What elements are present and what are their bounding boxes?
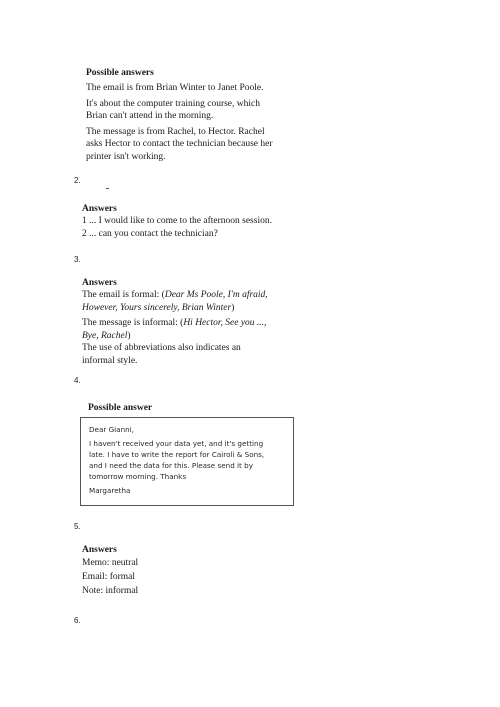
email-body-line: I haven't received your data yet, and it's getting <box>89 439 264 448</box>
section-5-answer-line: Note: informal <box>82 586 139 596</box>
email-body-line: and I need the data for this. Please send it by <box>89 461 253 470</box>
abbreviation-note: informal style. <box>82 355 138 366</box>
formal-examples: Dear Ms Poole, I'm afraid, <box>164 290 268 300</box>
email-signature: Margaretha <box>89 486 131 495</box>
email-body-line: tomorrow morning. Thanks <box>89 472 187 481</box>
formal-line <box>82 302 402 315</box>
section-2-number: 2. <box>74 176 81 185</box>
section-1-answer-line: asks Hector to contact the technician because her <box>86 139 273 149</box>
formal-prefix: The email is formal: ( <box>82 290 165 300</box>
section-5 <box>82 544 282 598</box>
section-5-heading: Answers <box>82 545 117 555</box>
section-3 <box>82 277 402 367</box>
section-1-answer-line: It's about the computer training course, which <box>86 98 260 109</box>
section-4-heading-wrap <box>88 402 152 414</box>
email-body-line: late. I have to write the report for Cairoli & Sons, <box>89 450 265 459</box>
divider-mark <box>106 188 109 189</box>
section-5-number: 5. <box>74 522 81 531</box>
informal-examples: Hi Hector, See you ..., <box>183 318 267 328</box>
section-5-answer-line: Email: formal <box>82 572 136 582</box>
sample-email-box <box>80 417 294 506</box>
informal-suffix: ) <box>127 330 131 341</box>
section-1-answer-line: Brian can't attend in the morning. <box>86 111 214 121</box>
formal-examples: However, Yours sincerely, Brian Winter <box>82 302 232 313</box>
informal-line <box>82 317 402 330</box>
informal-examples: Bye, Rachel <box>82 330 128 341</box>
section-2-answer-line: 2 ... can you contact the technician? <box>82 228 218 239</box>
section-2 <box>82 203 402 240</box>
section-3-heading: Answers <box>82 278 117 288</box>
section-1 <box>86 67 406 166</box>
section-1-answer-line: The email is from Brian Winter to Janet Poole. <box>86 83 264 93</box>
section-2-answer-line: 1 ... I would like to come to the afternoon session. <box>82 216 272 226</box>
section-2-heading: Answers <box>82 204 117 214</box>
section-3-number: 3. <box>74 255 81 264</box>
formal-suffix: ) <box>231 302 235 313</box>
abbreviation-note: The use of abbreviations also indicates an <box>82 343 241 353</box>
section-1-heading: Possible answers <box>86 68 154 78</box>
section-4-number: 4. <box>74 376 81 385</box>
section-4-heading: Possible answer <box>88 403 153 413</box>
section-1-answer-line: printer isn't working. <box>86 151 166 162</box>
informal-line <box>82 330 402 343</box>
section-5-answer-line: Memo: neutral <box>82 558 139 568</box>
email-greeting: Dear Gianni, <box>89 425 134 434</box>
formal-line <box>82 289 402 302</box>
informal-prefix: The message is informal: ( <box>82 318 184 328</box>
section-6-number: 6. <box>74 616 81 625</box>
section-1-answer-line: The message is from Rachel, to Hector. Rachel <box>86 126 265 137</box>
